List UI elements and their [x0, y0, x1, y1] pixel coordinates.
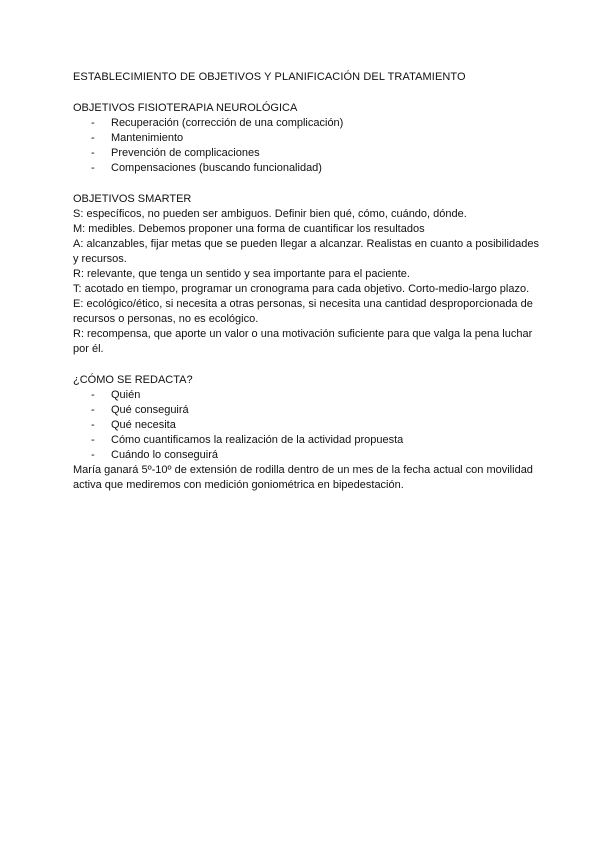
list-item: [73, 161, 540, 176]
section-smarter-objectives: [73, 192, 540, 357]
list-item: [73, 448, 540, 463]
smarter-line-m: M: medibles. Debemos proponer una forma de cuantificar los resultados: [73, 223, 425, 235]
how-to-write-list: [73, 388, 540, 463]
list-item: [73, 388, 540, 403]
dash-marker: -: [91, 419, 95, 431]
list-item-text: Mantenimiento: [111, 132, 184, 144]
list-item: [73, 116, 540, 131]
list-item-text: Compensaciones (buscando funcionalidad): [111, 162, 322, 174]
smarter-line-s: S: específicos, no pueden ser ambiguos. Definir bien qué, cómo, cuándo, dónde.: [73, 208, 467, 220]
smarter-line-a: A: alcanzables, fijar metas que se pueden llegar a alcanzar. Realistas en cuanto a posibilidades y recursos.: [73, 238, 539, 265]
list-item-text: Prevención de complicaciones: [111, 147, 260, 159]
list-item-text: Quién: [111, 389, 141, 401]
dash-marker: -: [91, 147, 95, 159]
list-item: [73, 403, 540, 418]
section-heading: OBJETIVOS FISIOTERAPIA NEUROLÓGICA: [73, 102, 298, 114]
list-item: [73, 418, 540, 433]
dash-marker: -: [91, 389, 95, 401]
example-paragraph: María ganará 5º-10º de extensión de rodilla dentro de un mes de la fecha actual con movilidad activa que mediremos con medición goniométrica en bipedestación.: [73, 464, 533, 491]
dash-marker: -: [91, 404, 95, 416]
section-neurological-objectives: [73, 101, 540, 176]
list-item-text: Cuándo lo conseguirá: [111, 449, 219, 461]
list-item: [73, 146, 540, 161]
list-item-text: Qué conseguirá: [111, 404, 189, 416]
smarter-line-r: R: relevante, que tenga un sentido y sea importante para el paciente.: [73, 268, 410, 280]
list-item: [73, 131, 540, 146]
section-how-to-write: [73, 373, 540, 493]
document-title: ESTABLECIMIENTO DE OBJETIVOS Y PLANIFICACIÓN DEL TRATAMIENTO: [73, 71, 466, 83]
smarter-line-e: E: ecológico/ético, si necesita a otras personas, si necesita una cantidad desproporcionada de recursos o personas, no es ecológico.: [73, 298, 533, 325]
dash-marker: -: [91, 434, 95, 446]
list-item-text: Qué necesita: [111, 419, 176, 431]
smarter-line-r2: R: recompensa, que aporte un valor o una motivación suficiente para que valga la pena luchar por él.: [73, 328, 533, 355]
dash-marker: -: [91, 117, 95, 129]
dash-marker: -: [91, 132, 95, 144]
objectives-list: [73, 116, 540, 176]
list-item-text: Recuperación (corrección de una complicación): [111, 117, 344, 129]
section-heading: ¿CÓMO SE REDACTA?: [73, 374, 193, 386]
section-heading: OBJETIVOS SMARTER: [73, 193, 192, 205]
list-item: [73, 433, 540, 448]
dash-marker: -: [91, 449, 95, 461]
smarter-line-t: T: acotado en tiempo, programar un cronograma para cada objetivo. Corto-medio-largo plazo.: [73, 283, 530, 295]
list-item-text: Cómo cuantificamos la realización de la actividad propuesta: [111, 434, 404, 446]
dash-marker: -: [91, 162, 95, 174]
